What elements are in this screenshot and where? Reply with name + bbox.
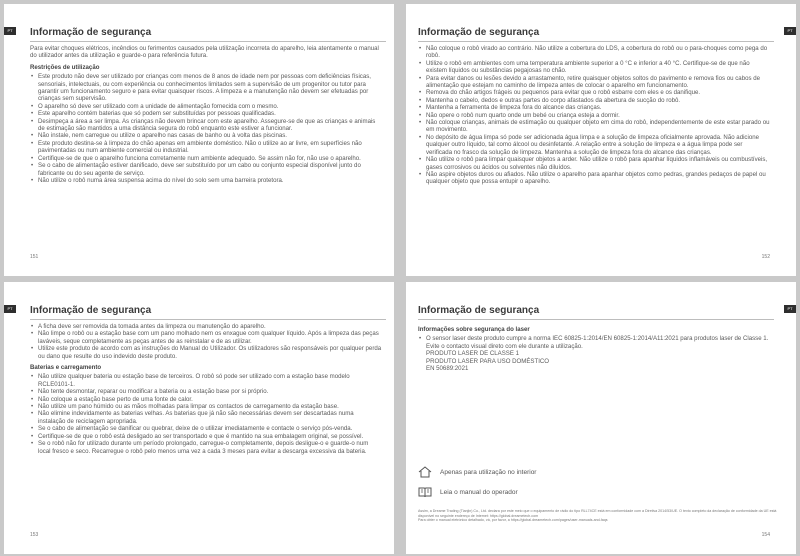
e-manual-text: Para obter o manual eletrónico detalhado, vá, por favor, a https://global.dreametech.com/pages/user-manuals-and-faqs xyxy=(418,518,608,523)
page-number: 154 xyxy=(761,532,770,538)
title-divider xyxy=(418,41,774,42)
list-item: • Não utilize qualquer bateria ou estação base de terceiros. O robô só pode ser utilizado com a estação base modelo RCLE0101-1. xyxy=(30,373,382,388)
list-item: • Para evitar danos ou lesões devido a arrastamento, retire quaisquer objetos soltos do pavimento e remova fios ou cabos de alimentação que estejam no caminho de limpeza antes de colocar o aparelho em funcionamento. xyxy=(418,75,770,90)
list-item: • Não aspire objetos duros ou afiados. Não utilize o aparelho para apanhar objetos como pedras, grandes pedaços de papel ou qualquer objeto que possa entupir o aparelho. xyxy=(418,171,770,186)
page-number: 153 xyxy=(30,532,39,538)
bullet-list xyxy=(30,323,382,360)
list-item: • Mantenha o cabelo, dedos e outras partes do corpo afastados da abertura de sucção do robô. xyxy=(418,97,770,104)
intro-paragraph: Para evitar choques elétricos, incêndios ou ferimentos causados pela utilização incorreta do aparelho, leia atentamente o manual do utilizador antes da utilização e guarde-o para referência futura. xyxy=(30,45,379,60)
language-tag: PT xyxy=(784,305,796,313)
language-tag: PT xyxy=(4,27,16,35)
list-item: • Mantenha a ferramenta de limpeza fora do alcance das crianças. xyxy=(418,104,770,111)
list-item: • Não utilize o robô para limpar quaisquer objetos a arder. Não utilize o robô para apanhar líquidos inflamáveis ou combustíveis, gases corrosivos ou ácidos ou solventes não diluídos. xyxy=(418,156,770,171)
page-title: Informação de segurança xyxy=(418,305,540,316)
list-item: • Não elimine indevidamente as baterias velhas. As baterias que já não são necessárias devem ser descartadas numa instalação de reciclagem apropriada. xyxy=(30,410,382,425)
list-item: • Certifique-se de que o robô está desligado ao ser transportado e que é mantido na sua embalagem original, se possível. xyxy=(30,433,382,440)
bullet-list xyxy=(30,373,382,454)
list-item: • Desimpeça a área a ser limpa. As crianças não devem brincar com este aparelho. Assegure-se de que as crianças e animais de estimação são mantidos a uma distância segura do robô enquanto este estiver a funcionar. xyxy=(30,118,382,133)
list-item: • Este produto não deve ser utilizado por crianças com menos de 8 anos de idade nem por pessoas com deficiências físicas, sensoriais, intelectuais, ou com experiência ou conhecimentos limitados sem a supervisão de um progenitor ou tutor para garantir um funcionamento seguro e para evitar quaisquer riscos. A limpeza e a manutenção não devem ser efetuadas por crianças sem supervisão. xyxy=(30,73,382,103)
title-divider xyxy=(30,319,386,320)
page-content xyxy=(30,45,382,188)
list-item: • No depósito de água limpa só pode ser adicionada água limpa e a solução de limpeza oficialmente aprovada. Não adicione qualquer outro líquido, tal como álcool ou desinfetante. A relação entre a solução de limpeza e a água limpa pode ser verificada no frasco da solução de limpeza. Mantenha a solução de limpeza fora do alcance das crianças. xyxy=(418,134,770,156)
laser-label-line: PRODUTO LASER PARA USO DOMÉSTICO xyxy=(426,357,550,365)
section-heading: Informações sobre segurança do laser xyxy=(418,326,530,333)
page-title: Informação de segurança xyxy=(418,27,540,38)
manual-page-153 xyxy=(4,282,394,554)
list-item: • Não coloque o robô virado ao contrário. Não utilize a cobertura do LDS, a cobertura do robô ou o para-choques como pega do robô. xyxy=(418,45,770,60)
page-content xyxy=(418,45,770,190)
page-number: 152 xyxy=(761,254,770,260)
list-item: • Se o cabo de alimentação estiver danificado, deve ser substituído por um cabo ou conjunto especial disponível junto do fabricante ou do seu agente de serviço. xyxy=(30,162,382,177)
list-item: • Remova do chão artigos frágeis ou pequenos para evitar que o robô esbarre com eles e os danifique. xyxy=(418,89,770,96)
indoor-use-label: Apenas para utilização no interior xyxy=(440,468,537,476)
list-item: • Não utilize um pano húmido ou as mãos molhadas para limpar os contactos de carregamento da estação base. xyxy=(30,403,382,410)
laser-labels xyxy=(426,350,770,372)
list-item: • Não opere o robô num quarto onde um bebé ou criança esteja a dormir. xyxy=(418,112,770,119)
bullet-list xyxy=(30,73,382,184)
list-item: • Não utilize o robô numa área suspensa acima do nível do solo sem uma barreira protetora. xyxy=(30,177,382,184)
list-item: • Se o cabo de alimentação se danificar ou quebrar, deixe de o utilizar imediatamente e contacte o serviço pós-venda. xyxy=(30,425,382,432)
list-item: • Não instale, nem carregue ou utilize o aparelho nas casas de banho ou à volta das piscinas. xyxy=(30,132,382,139)
page-content xyxy=(418,323,770,376)
manual-page-151 xyxy=(4,4,394,276)
indoor-use-notice xyxy=(418,466,536,478)
list-item: • Certifique-se de que o aparelho funciona corretamente num ambiente adequado. Se assim não for, não use o aparelho. xyxy=(30,155,382,162)
language-tag: PT xyxy=(4,305,16,313)
compliance-fine-print xyxy=(418,509,778,523)
section-heading: Baterias e carregamento xyxy=(30,364,102,372)
laser-label-line: EN 50689:2021 xyxy=(426,365,469,373)
list-item: • O aparelho só deve ser utilizado com a unidade de alimentação fornecida com o mesmo. xyxy=(30,103,382,110)
declaration-text: Assim, a Dreame Trading (Tianjin) Co., Ltd. declara por este meio que o equipamento de rádio do tipo RLL74CE está em conformidade com a Diretiva 2014/53/UE. O texto completo da declaração de conformidade da UE está disponível no seguinte endereço de Internet: https://global.dreametech.com xyxy=(418,509,777,518)
section-heading: Restrições de utilização xyxy=(30,63,100,71)
laser-label-line: PRODUTO LASER DE CLASSE 1 xyxy=(426,350,520,358)
page-content xyxy=(30,323,382,459)
list-item xyxy=(418,335,770,372)
read-manual-label: Leia o manual do operador xyxy=(440,488,518,496)
language-tag: PT xyxy=(784,27,796,35)
laser-statement: O sensor laser deste produto cumpre a norma IEC 60825-1:2014/EN 60825-1:2014/A11:2021 para produtos laser de Classe 1. Evite o contacto visual direto com ele durante a utilização. xyxy=(426,335,769,350)
manual-page-152 xyxy=(406,4,796,276)
read-manual-notice xyxy=(418,486,518,498)
bullet-list xyxy=(418,335,770,372)
list-item: • Utilize este produto de acordo com as instruções do Manual do Utilizador. Os utilizadores são responsáveis por qualquer perda ou dano que resulte do uso indevido deste produto. xyxy=(30,345,382,360)
list-item: • Não coloque a estação base perto de uma fonte de calor. xyxy=(30,396,382,403)
house-icon xyxy=(418,466,432,478)
page-title: Informação de segurança xyxy=(30,305,152,316)
page-title: Informação de segurança xyxy=(30,27,152,38)
list-item: • A ficha deve ser removida da tomada antes da limpeza ou manutenção do aparelho. xyxy=(30,323,382,330)
list-item: • Não coloque crianças, animais de estimação ou qualquer objeto em cima do robô, independentemente de este estar parado ou em movimento. xyxy=(418,119,770,134)
list-item: • Este aparelho contém baterias que só podem ser substituídas por pessoas qualificadas. xyxy=(30,110,382,117)
page-number: 151 xyxy=(30,254,39,260)
title-divider xyxy=(418,319,774,320)
list-item: • Se o robô não for utilizado durante um período prolongado, carregue-o completamente, depois desligue-o e guarde-o num local fresco e seco. Recarregue o robô pelo menos uma vez a cada 3 meses para evitar a descarga excessiva da bateria. xyxy=(30,440,382,455)
list-item: • Não limpe o robô ou a estação base com um pano molhado nem os enxague com qualquer líquido. Após a limpeza das peças laváveis, seque completamente as peças antes de as reinstalar e de as utilizar. xyxy=(30,330,382,345)
list-item: • Utilize o robô em ambientes com uma temperatura ambiente superior a 0 °C e inferior a 40 °C. Certifique-se de que não existem líquidos ou substâncias pegajosas no chão. xyxy=(418,60,770,75)
bullet-list xyxy=(418,45,770,186)
list-item: • Este produto destina-se à limpeza do chão apenas em ambiente doméstico. Não o utilize ao ar livre, em superfícies não pavimentadas ou num ambiente comercial ou industrial. xyxy=(30,140,382,155)
list-item: • Não tente desmontar, reparar ou modificar a bateria ou a estação base por si próprio. xyxy=(30,388,382,395)
book-icon xyxy=(418,486,432,498)
manual-page-154 xyxy=(406,282,796,554)
title-divider xyxy=(30,41,386,42)
